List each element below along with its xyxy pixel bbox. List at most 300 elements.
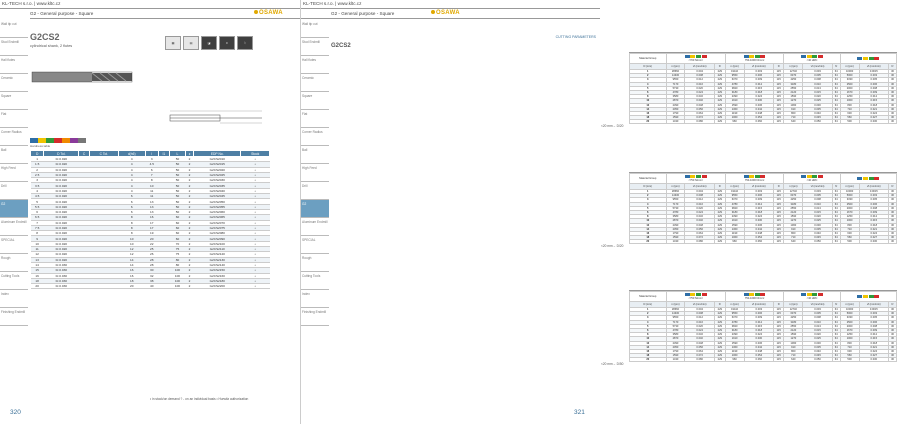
param-cell: 115 [774, 223, 784, 227]
side-tab[interactable]: Index [301, 290, 329, 308]
table-cell: 0/-0.020 [44, 236, 79, 241]
table-cell: • [241, 284, 270, 289]
param-cell: 115 [774, 99, 784, 103]
param-cell: 1590 [666, 116, 685, 120]
param-cell: 0.003 [803, 308, 833, 312]
table-cell: 4 [118, 167, 145, 172]
param-cell: 115 [774, 349, 784, 353]
param-cell: 3180 [725, 90, 744, 94]
legend-caption: Hardness table [30, 144, 51, 148]
table-cell: 16 [118, 273, 145, 278]
param-cell: 229 [714, 349, 725, 353]
table-cell: G2CS2015 [194, 162, 241, 167]
param-cell: 0.056 [685, 345, 715, 349]
param-cell: 64 [832, 223, 840, 227]
table-cell: 50 [169, 157, 185, 162]
param-cell: 1000 [840, 99, 859, 103]
param-cell: 2500 [840, 82, 859, 86]
table-cell: 2 [185, 215, 193, 220]
param-cell: 0.030 [859, 358, 889, 362]
param-header: n (rpm) [840, 184, 859, 190]
param-cell: 229 [714, 333, 725, 337]
param-cell: 1360 [725, 345, 744, 349]
table-cell: 80 [169, 257, 185, 262]
material-chip-icon [863, 57, 868, 60]
param-cell: 0.008 [859, 206, 889, 210]
param-cell: 3180 [784, 82, 803, 86]
side-tab[interactable]: Drill [301, 182, 329, 200]
material-label: 750-1000 N/mm² [744, 179, 765, 182]
table-cell: 8 [31, 231, 44, 236]
side-tab[interactable]: Stud Endmill [0, 38, 28, 56]
param-cell: 5000 [840, 74, 859, 78]
param-cell: 0.024 [859, 111, 889, 115]
param-cell: 2 [630, 312, 667, 316]
param-cell: 64 [832, 111, 840, 115]
material-chip-icon [818, 293, 823, 296]
table-cell: 0/-0.030 [44, 273, 79, 278]
table-cell: 8 [145, 178, 158, 183]
helix-icon: ⌇ [237, 36, 253, 50]
param-cell: 2050 [666, 227, 685, 231]
param-header: fz [774, 64, 784, 70]
param-cell: 64 [832, 231, 840, 235]
table-cell: G2CS2150 [194, 268, 241, 273]
param-header: vf (mm/min) [685, 184, 715, 190]
param-cell: 0.036 [744, 341, 774, 345]
table-cell: 0/-0.020 [44, 157, 79, 162]
param-cell: 1590 [725, 223, 744, 227]
param-header: D (mm) [630, 302, 667, 308]
table-cell: 4.5 [145, 162, 158, 167]
hss-icon: ▦ [165, 36, 181, 50]
param-cell: 229 [714, 337, 725, 341]
param-cell: 1430 [666, 240, 685, 244]
param-cell: 1060 [784, 223, 803, 227]
side-tab[interactable]: SPECIAL [0, 236, 28, 254]
param-cell: 115 [774, 215, 784, 219]
table-cell: • [241, 172, 270, 177]
side-tab[interactable]: Square [301, 92, 329, 110]
param-cell: 0.024 [744, 333, 774, 337]
side-tab[interactable]: Index [0, 290, 28, 308]
param-cell: 3180 [784, 320, 803, 324]
param-cell: 0.045 [803, 236, 833, 240]
param-cell: 229 [714, 316, 725, 320]
side-tab[interactable]: Hall flutes [301, 56, 329, 74]
param-cell: 64 [832, 333, 840, 337]
param-cell: 229 [714, 74, 725, 78]
param-cell: 0.015 [803, 328, 833, 332]
param-header: n (rpm) [840, 302, 859, 308]
side-tab[interactable]: Aluminum Endmill [0, 218, 28, 236]
param-cell: 0.035 [803, 227, 833, 231]
material-chip-icon [755, 175, 760, 178]
table-cell: 14 [31, 262, 44, 267]
material-chip-icon [812, 175, 817, 178]
material-chip-icon [874, 295, 879, 298]
material-chip-icon [818, 55, 823, 58]
param-cell: 2390 [725, 333, 744, 337]
param-cell: 1790 [666, 349, 685, 353]
side-tab[interactable]: Wall tip cut [301, 20, 329, 38]
param-cell: 0.036 [744, 223, 774, 227]
side-tab[interactable]: Ball [0, 146, 28, 164]
material-chip-icon [702, 293, 707, 296]
page-number: 321 [574, 409, 585, 416]
column-header: l [145, 151, 158, 157]
table-cell: 3 [31, 178, 44, 183]
param-header: fz [714, 302, 725, 308]
param-cell: 830 [840, 223, 859, 227]
param-cell: 800 [784, 231, 803, 235]
column-header: C Tol. [89, 151, 118, 157]
param-cell: 115 [774, 324, 784, 328]
table-cell: G2CS2110 [194, 247, 241, 252]
material-chip-icon [696, 55, 701, 58]
param-cell: 0.060 [744, 240, 774, 244]
param-cell: 64 [832, 312, 840, 316]
param-cell: 960 [725, 358, 744, 362]
param-cell: 630 [840, 231, 859, 235]
param-cell: 1910 [725, 219, 744, 223]
column-header: Stock [241, 151, 270, 157]
table-cell [89, 284, 118, 289]
table-cell: 50 [169, 194, 185, 199]
table-cell: G2CS2045 [194, 194, 241, 199]
table-cell: 6 [118, 204, 145, 209]
table-cell: 5 [31, 199, 44, 204]
table-cell: G2CS2040 [194, 188, 241, 193]
param-cell: 64 [832, 78, 840, 82]
param-cell: 0.003 [859, 312, 889, 316]
side-tab[interactable]: Finishing Endmill [0, 308, 28, 326]
material-cell [666, 174, 725, 184]
table-cell: 0/-0.020 [44, 204, 79, 209]
side-tab[interactable]: Drill [0, 182, 28, 200]
param-cell: 30 [889, 227, 897, 231]
table-cell: 2.5 [31, 172, 44, 177]
param-cell: 30 [889, 354, 897, 358]
param-cell: 30 [889, 240, 897, 244]
param-cell: 229 [714, 231, 725, 235]
table-cell: 20 [31, 284, 44, 289]
table-cell: 6 [118, 209, 145, 214]
param-header: fz [889, 302, 897, 308]
param-header: fz [714, 64, 725, 70]
block-caption: <20 mm→ D/20 [601, 124, 624, 129]
side-tab[interactable]: Rough [301, 254, 329, 272]
table-cell: G2CS2020 [194, 167, 241, 172]
side-tab[interactable]: Ceramic [0, 74, 28, 92]
table-cell: 10 [31, 241, 44, 246]
param-cell: 30 [889, 312, 897, 316]
table-cell: 80 [169, 262, 185, 267]
table-cell: 50 [169, 172, 185, 177]
param-cell: 2000 [840, 86, 859, 90]
param-cell: 8 [630, 95, 667, 99]
table-cell: • [241, 157, 270, 162]
legend-swatch [70, 138, 78, 143]
side-tab[interactable]: High Feed [301, 164, 329, 182]
material-cell [840, 54, 896, 64]
param-cell: 0.030 [744, 99, 774, 103]
table-cell: • [241, 209, 270, 214]
table-cell: • [241, 220, 270, 225]
table-cell: 14 [118, 262, 145, 267]
param-cell: 30 [889, 202, 897, 206]
param-row [630, 120, 897, 124]
side-tab[interactable]: Cutting Tools [0, 272, 28, 290]
material-chip-icon [863, 177, 868, 180]
table-cell: 16 [31, 273, 44, 278]
cutting-parameter-block [601, 172, 897, 249]
table-cell: 0/-0.020 [44, 194, 79, 199]
param-cell: 0.016 [685, 320, 715, 324]
side-tab[interactable]: Cutting Tools [301, 272, 329, 290]
logo-dot-icon [254, 10, 258, 14]
side-tab[interactable]: SPECIAL [301, 236, 329, 254]
material-chip-icon [744, 293, 749, 296]
param-cell: 30 [889, 90, 897, 94]
param-cell: 960 [725, 120, 744, 124]
table-cell: 10 [145, 183, 158, 188]
material-cell [784, 292, 840, 302]
material-chip-icon [874, 177, 879, 180]
param-cell: 0.006 [859, 202, 889, 206]
side-tab[interactable]: Finishing Endmill [301, 308, 329, 326]
param-cell: 0.008 [803, 78, 833, 82]
param-cell: 0.042 [744, 345, 774, 349]
side-tab[interactable]: Square [0, 92, 28, 110]
coating-icon: ▤ [183, 36, 199, 50]
param-cell: 64 [832, 320, 840, 324]
param-cell: 800 [784, 349, 803, 353]
table-cell: 10 [118, 236, 145, 241]
param-cell: 2120 [784, 210, 803, 214]
param-header: n (rpm) [666, 184, 685, 190]
param-cell: 710 [840, 107, 859, 111]
table-cell: G2CS2055 [194, 204, 241, 209]
material-label: Material Group [639, 57, 657, 60]
param-cell: 30 [889, 316, 897, 320]
table-cell: 14 [118, 257, 145, 262]
param-cell: 1590 [784, 215, 803, 219]
param-cell: 229 [714, 240, 725, 244]
param-cell: 115 [774, 206, 784, 210]
param-cell: 1 [630, 308, 667, 312]
table-cell: 2 [185, 252, 193, 257]
side-tab[interactable]: Corner Radius [0, 128, 28, 146]
param-cell: 14 [630, 345, 667, 349]
param-cell: 5730 [666, 324, 685, 328]
param-cell: 9550 [725, 194, 744, 198]
param-cell: 0.032 [685, 215, 715, 219]
param-cell: 30 [889, 231, 897, 235]
side-tab[interactable]: Rough [0, 254, 28, 272]
side-tab[interactable]: High Feed [0, 164, 28, 182]
table-cell: 25 [145, 247, 158, 252]
tolerance-icon: ± [219, 36, 235, 50]
param-cell: 115 [774, 198, 784, 202]
param-cell: 64 [832, 70, 840, 74]
param-header: n (rpm) [784, 184, 803, 190]
param-cell: 64 [832, 210, 840, 214]
side-tab[interactable]: Corner Radius [301, 128, 329, 146]
param-cell: 64 [832, 194, 840, 198]
param-cell: 30 [889, 107, 897, 111]
column-header: z [185, 151, 193, 157]
param-cell: 0.064 [685, 231, 715, 235]
table-cell: 2 [185, 199, 193, 204]
logo-dot-icon [431, 10, 435, 14]
param-cell: 0.030 [744, 219, 774, 223]
param-cell: 0.0015 [859, 70, 889, 74]
side-tab[interactable]: G2 [0, 200, 28, 218]
side-tab[interactable]: Stud Endmill [301, 38, 329, 56]
param-cell: 64 [832, 236, 840, 240]
table-cell: 9 [31, 236, 44, 241]
param-cell: 115 [774, 333, 784, 337]
legend-swatch [54, 138, 62, 143]
param-cell: 229 [714, 308, 725, 312]
param-cell: 229 [714, 90, 725, 94]
param-cell: 30 [889, 74, 897, 78]
param-cell: 115 [774, 354, 784, 358]
material-cell [666, 292, 725, 302]
param-cell: 30 [889, 337, 897, 341]
param-cell: 0.030 [803, 341, 833, 345]
table-cell: 7.5 [31, 225, 44, 230]
param-cell: 115 [774, 219, 784, 223]
table-cell: 22 [145, 241, 158, 246]
param-cell: 115 [774, 337, 784, 341]
material-color-legend [30, 138, 86, 143]
product-code: G2CS2 [331, 43, 351, 49]
param-cell: 500 [840, 358, 859, 362]
param-cell: 6370 [784, 194, 803, 198]
table-cell: 2 [185, 172, 193, 177]
material-chip-icon [807, 55, 812, 58]
param-cell: 0.018 [744, 90, 774, 94]
param-cell: 0.024 [859, 349, 889, 353]
param-cell: 16 [630, 349, 667, 353]
param-cell: 0.060 [744, 358, 774, 362]
header-rule-2 [30, 18, 300, 19]
side-tab[interactable]: Hall flutes [0, 56, 28, 74]
param-cell: 2870 [666, 337, 685, 341]
param-cell: 0.080 [685, 120, 715, 124]
param-cell: 229 [714, 82, 725, 86]
param-cell: 0.009 [744, 78, 774, 82]
param-cell: 0.008 [685, 312, 715, 316]
param-cell: 0.015 [859, 219, 889, 223]
table-cell: 13 [145, 199, 158, 204]
table-cell: • [241, 257, 270, 262]
table-cell: • [241, 183, 270, 188]
param-cell: 2550 [784, 206, 803, 210]
param-cell: 3820 [725, 324, 744, 328]
param-cell: 20 [630, 358, 667, 362]
table-cell: 2 [185, 236, 193, 241]
param-header: fz [832, 64, 840, 70]
param-cell: 20 [630, 120, 667, 124]
side-tab[interactable]: Ceramic [301, 74, 329, 92]
param-cell: 2390 [666, 341, 685, 345]
param-cell: 2050 [666, 345, 685, 349]
param-cell: 0.005 [859, 78, 889, 82]
param-cell: 0.012 [744, 320, 774, 324]
endmill-drawing-icon [32, 62, 142, 92]
table-cell: 2 [185, 188, 193, 193]
param-cell: 0.018 [859, 223, 889, 227]
param-cell: 0.012 [685, 316, 715, 320]
param-cell: 0.015 [744, 86, 774, 90]
param-cell: 0.027 [859, 116, 889, 120]
table-cell: 3.5 [31, 183, 44, 188]
param-cell: 64 [832, 86, 840, 90]
param-cell: 560 [840, 354, 859, 358]
side-tab[interactable]: Flat [301, 110, 329, 128]
brand-logo [254, 10, 283, 16]
block-caption: <20 mm→ D/50 [601, 362, 624, 367]
param-cell: 0.048 [685, 223, 715, 227]
side-tab[interactable]: G2 [301, 200, 329, 218]
table-cell: 11 [31, 247, 44, 252]
param-cell: 1000 [840, 337, 859, 341]
header-rule [301, 8, 600, 9]
table-cell: • [241, 236, 270, 241]
param-cell: 0.009 [859, 90, 889, 94]
table-cell: • [241, 231, 270, 236]
param-cell: 229 [714, 120, 725, 124]
table-cell: 16 [118, 268, 145, 273]
param-cell: 710 [784, 236, 803, 240]
side-tab[interactable]: Flat [0, 110, 28, 128]
header-subtitle: G2 - General purpose - Square [30, 11, 94, 16]
material-cell [840, 292, 896, 302]
param-cell: 0.004 [685, 190, 715, 194]
param-header: vf (mm/min) [803, 302, 833, 308]
param-cell: 4250 [784, 316, 803, 320]
side-tab[interactable]: Aluminum Endmill [301, 218, 329, 236]
param-cell: 0.021 [859, 345, 889, 349]
table-cell: 4 [31, 188, 44, 193]
table-cell: 50 [169, 209, 185, 214]
param-cell: 229 [714, 194, 725, 198]
side-tab[interactable]: Wall tip cut [0, 20, 28, 38]
table-cell: 60 [169, 236, 185, 241]
param-cell: 0.072 [685, 354, 715, 358]
table-cell: 0/-0.020 [44, 220, 79, 225]
param-cell: 14330 [666, 312, 685, 316]
table-cell: 2 [185, 278, 193, 283]
table-cell: G2CS2050 [194, 199, 241, 204]
param-cell: 30 [889, 95, 897, 99]
param-cell: 2550 [784, 324, 803, 328]
param-cell: 4250 [784, 78, 803, 82]
param-cell: 229 [714, 223, 725, 227]
param-cell: 1190 [725, 231, 744, 235]
side-tabs [301, 20, 329, 326]
param-cell: 9550 [725, 312, 744, 316]
param-header: fz [832, 302, 840, 308]
table-cell: 50 [169, 188, 185, 193]
param-cell: 19110 [725, 70, 744, 74]
param-cell: 20 [630, 240, 667, 244]
table-cell: 17 [145, 225, 158, 230]
side-tab[interactable]: Ball [301, 146, 329, 164]
